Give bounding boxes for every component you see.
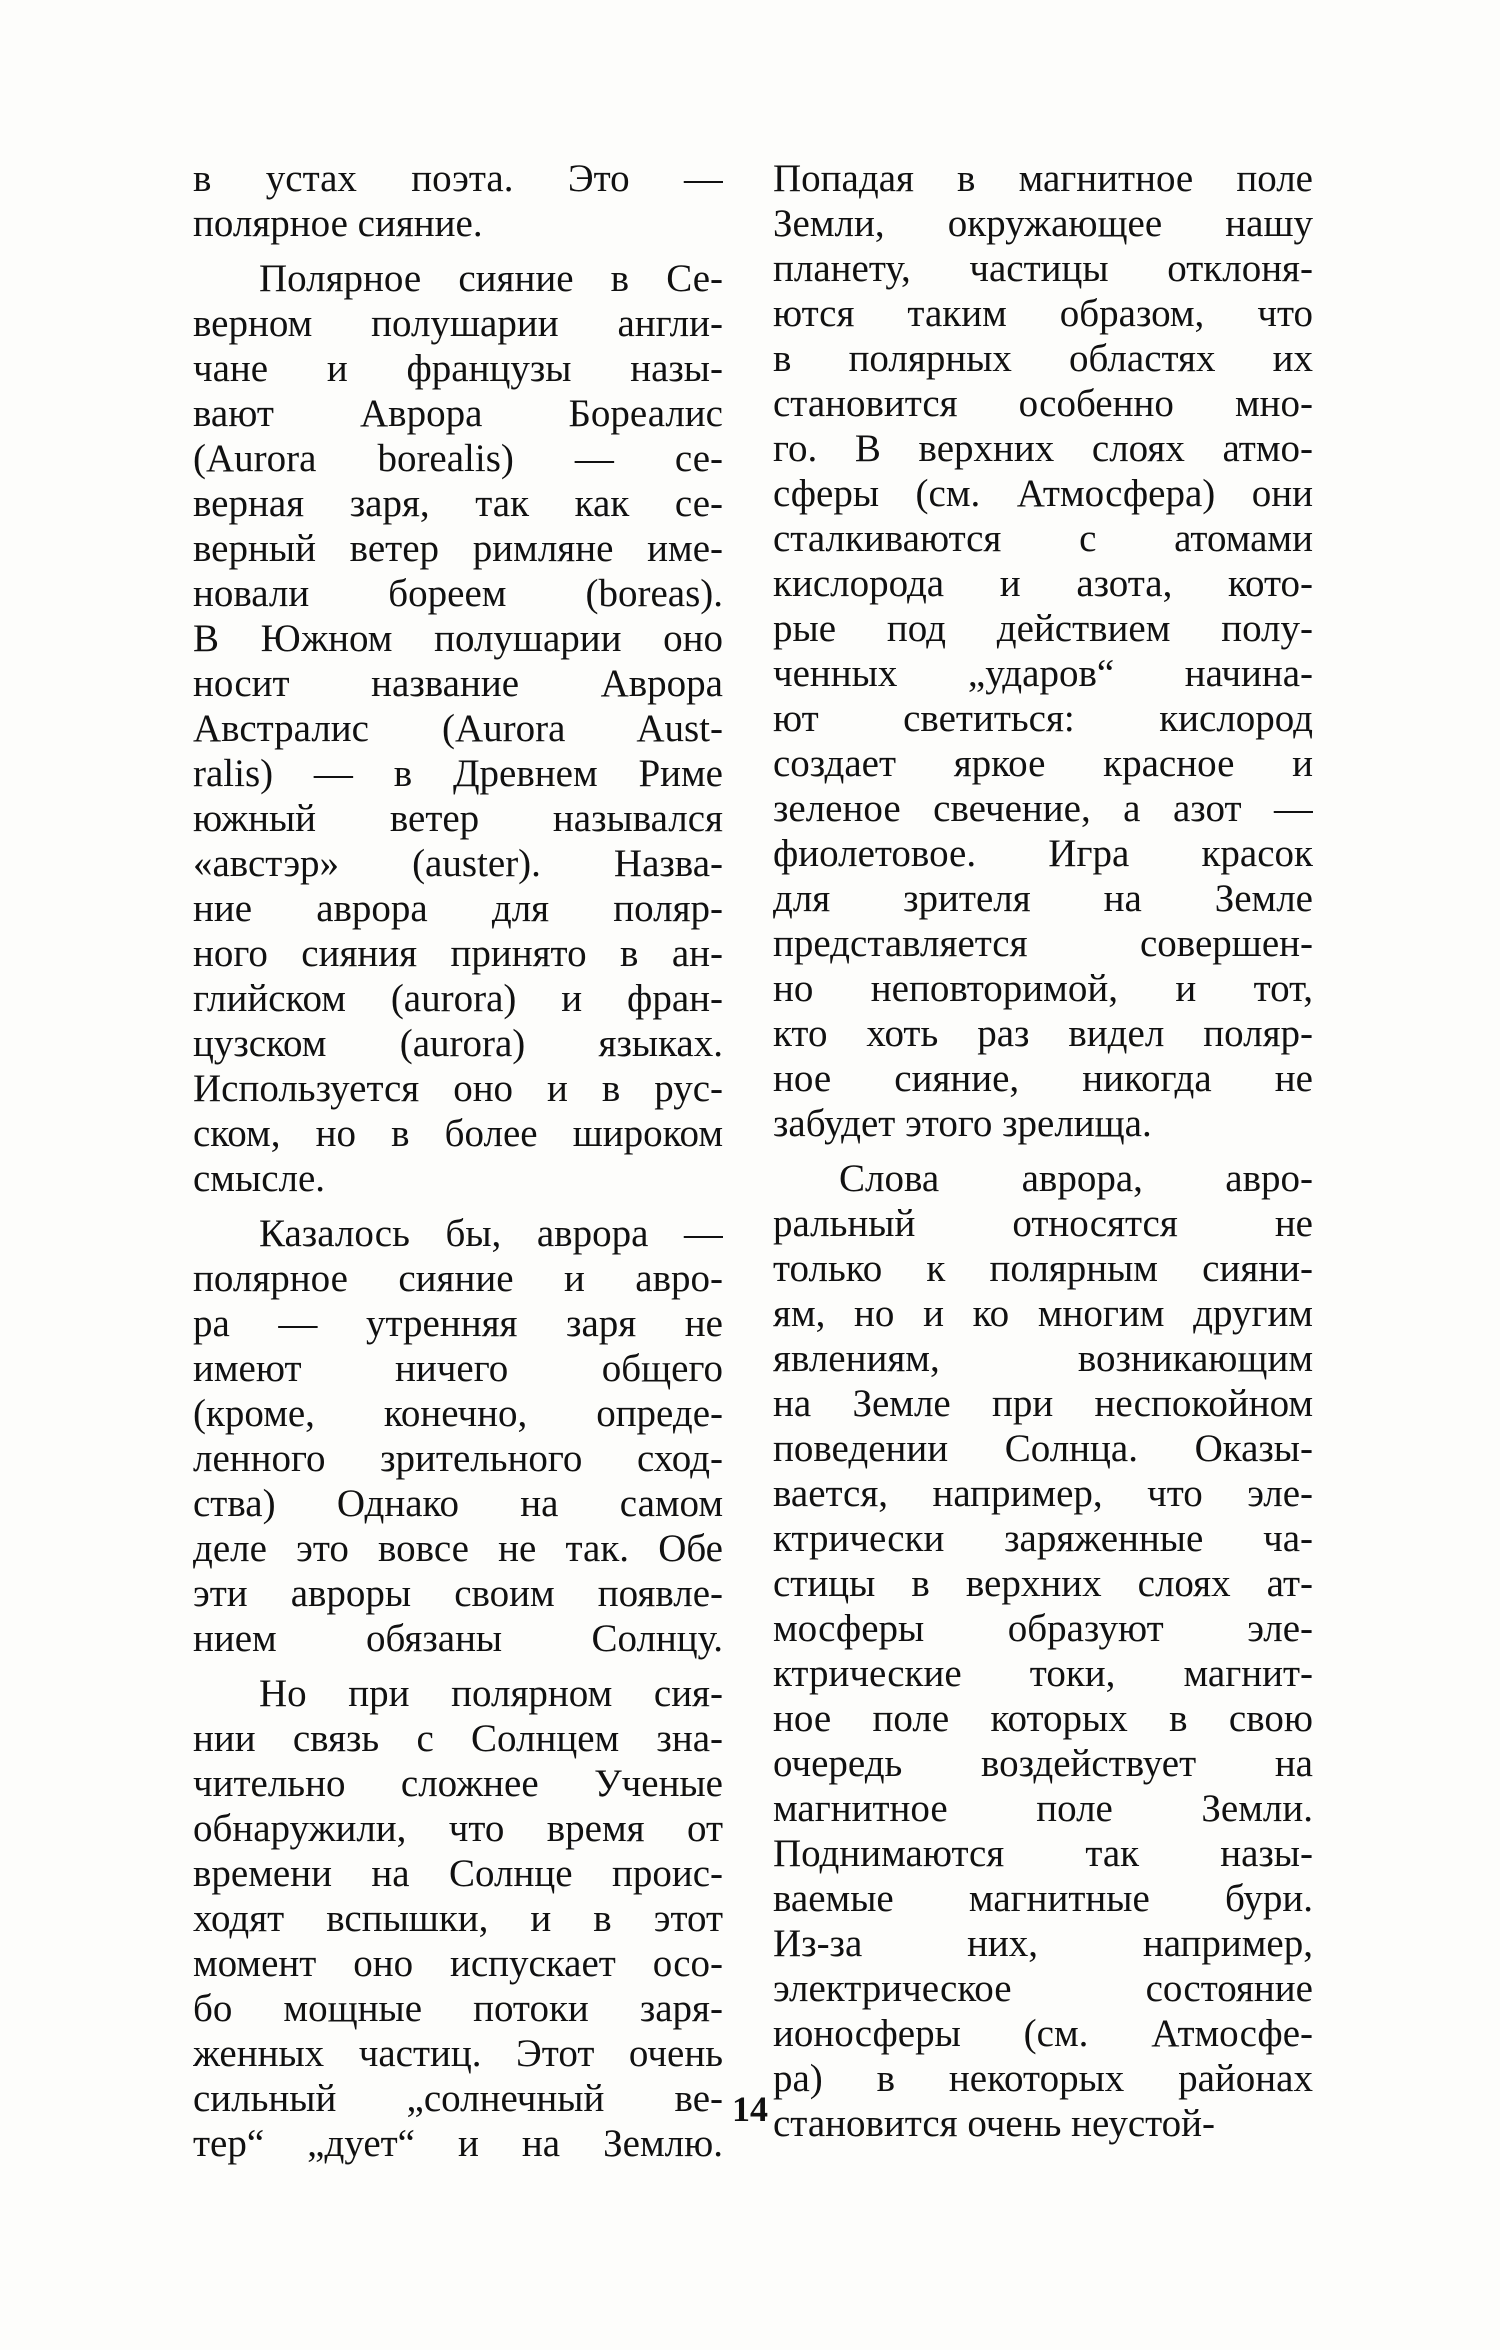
text-line: создает яркое красное и bbox=[773, 742, 1313, 785]
text-line: явлениям, возникающим bbox=[773, 1337, 1313, 1380]
text-line: ние аврора для поляр- bbox=[193, 887, 723, 930]
text-line: Полярное сияние в Се- bbox=[259, 257, 723, 300]
text-line: Австралис (Aurora Aust- bbox=[193, 707, 723, 750]
text-line: го. В верхних слоях атмо- bbox=[773, 427, 1313, 470]
text-line: забудет этого зрелища. bbox=[773, 1102, 1152, 1145]
text-line: стицы в верхних слоях ат- bbox=[773, 1562, 1313, 1605]
text-line: полярное сияние и авро- bbox=[193, 1257, 723, 1300]
text-line: ства) Однако на самом bbox=[193, 1482, 723, 1525]
text-line: чительно сложнее Ученые bbox=[193, 1762, 723, 1805]
text-line: (Aurora borealis) — се- bbox=[193, 437, 723, 480]
text-line: смысле. bbox=[193, 1157, 326, 1200]
text-line: нии связь с Солнцем зна- bbox=[193, 1717, 723, 1760]
text-line: (кроме, конечно, опреде- bbox=[193, 1392, 723, 1435]
text-line: верный ветер римляне име- bbox=[193, 527, 723, 570]
text-line: мосферы образуют эле- bbox=[773, 1607, 1313, 1650]
text-line: планету, частицы отклоня- bbox=[773, 247, 1313, 290]
paragraph bbox=[773, 1156, 1313, 2146]
text-line: представляется совершен- bbox=[773, 922, 1313, 965]
text-line: Слова аврора, авро- bbox=[839, 1157, 1313, 1200]
text-line: Земли, окружающее нашу bbox=[773, 202, 1313, 245]
text-line: в полярных областях их bbox=[773, 337, 1313, 380]
text-line: ное сияние, никогда не bbox=[773, 1057, 1313, 1100]
text-line: сталкиваются с атомами bbox=[773, 517, 1313, 560]
text-line: ленного зрительного сход- bbox=[193, 1437, 723, 1480]
text-line: ктрически заряженные ча- bbox=[773, 1517, 1313, 1560]
text-line: рые под действием полу- bbox=[773, 607, 1313, 650]
text-line: обнаружили, что время от bbox=[193, 1807, 723, 1850]
text-line: ralis) — в Древнем Риме bbox=[193, 752, 723, 795]
paragraph bbox=[193, 1211, 723, 1661]
text-line: нием обязаны Солнцу. bbox=[193, 1617, 723, 1660]
text-line: верная заря, так как се- bbox=[193, 482, 723, 525]
text-line: фиолетовое. Игра красок bbox=[773, 832, 1313, 875]
text-line: ральный относятся не bbox=[773, 1202, 1313, 1245]
text-line: ра) в некоторых районах bbox=[773, 2057, 1313, 2100]
text-line: носит название Аврора bbox=[193, 662, 723, 705]
text-line: ра — утренняя заря не bbox=[193, 1302, 723, 1345]
text-line: бо мощные потоки заря- bbox=[193, 1987, 723, 2030]
text-line: тер“ „дует“ и на Землю. bbox=[193, 2122, 723, 2165]
paragraph bbox=[773, 156, 1313, 1146]
text-line: женных частиц. Этот очень bbox=[193, 2032, 723, 2075]
text-line: ходят вспышки, и в этот bbox=[193, 1897, 723, 1940]
text-line: В Южном полушарии оно bbox=[193, 617, 723, 660]
text-line: ваемые магнитные бури. bbox=[773, 1877, 1313, 1920]
text-line: Из-за них, например, bbox=[773, 1922, 1313, 1965]
text-line: вается, например, что эле- bbox=[773, 1472, 1313, 1515]
text-line: ктрические токи, магнит- bbox=[773, 1652, 1313, 1695]
text-line: магнитное поле Земли. bbox=[773, 1787, 1313, 1830]
text-line: ионосферы (см. Атмосфе- bbox=[773, 2012, 1313, 2055]
text-line: новали бореем (boreas). bbox=[193, 572, 723, 615]
text-line: чане и французы назы- bbox=[193, 347, 723, 390]
left-text-column bbox=[193, 156, 723, 2176]
text-line: имеют ничего общего bbox=[193, 1347, 723, 1390]
text-line: для зрителя на Земле bbox=[773, 877, 1313, 920]
text-line: Попадая в магнитное поле bbox=[773, 157, 1313, 200]
text-line: времени на Солнце проис- bbox=[193, 1852, 723, 1895]
text-line: ют светиться: кислород bbox=[773, 697, 1313, 740]
text-line: Казалось бы, аврора — bbox=[259, 1212, 723, 1255]
text-line: кто хоть раз видел поляр- bbox=[773, 1012, 1313, 1055]
text-line: полярное сияние. bbox=[193, 202, 483, 245]
paragraph bbox=[193, 1671, 723, 2166]
text-line: ченных „ударов“ начина- bbox=[773, 652, 1313, 695]
page-number: 14 bbox=[732, 2089, 768, 2129]
text-line: становится очень неустой- bbox=[773, 2102, 1216, 2145]
text-line: цузском (aurora) языках. bbox=[193, 1022, 723, 1065]
text-line: верном полушарии англи- bbox=[193, 302, 723, 345]
text-line: кислорода и азота, кото- bbox=[773, 562, 1313, 605]
text-line: «австэр» (auster). Назва- bbox=[193, 842, 723, 885]
text-line: очередь воздействует на bbox=[773, 1742, 1313, 1785]
text-line: Но при полярном сия- bbox=[259, 1672, 723, 1715]
text-line: южный ветер назывался bbox=[193, 797, 723, 840]
text-line: на Земле при неспокойном bbox=[773, 1382, 1313, 1425]
text-line: глийском (aurora) и фран- bbox=[193, 977, 723, 1020]
text-line: только к полярным сияни- bbox=[773, 1247, 1313, 1290]
text-line: ям, но и ко многим другим bbox=[773, 1292, 1313, 1335]
text-line: сильный „солнечный ве- bbox=[193, 2077, 723, 2120]
text-line: ском, но в более широком bbox=[193, 1112, 723, 1155]
text-line: сферы (см. Атмосфера) они bbox=[773, 472, 1313, 515]
text-line: в устах поэта. Это — bbox=[193, 157, 723, 200]
text-line: Используется оно и в рус- bbox=[193, 1067, 723, 1110]
paragraph bbox=[193, 156, 723, 246]
text-line: эти авроры своим появле- bbox=[193, 1572, 723, 1615]
text-line: Поднимаются так назы- bbox=[773, 1832, 1313, 1875]
right-text-column bbox=[773, 156, 1313, 2156]
text-line: ного сияния принято в ан- bbox=[193, 932, 723, 975]
text-line: ное поле которых в свою bbox=[773, 1697, 1313, 1740]
text-line: вают Аврора Бореалис bbox=[193, 392, 723, 435]
text-line: ются таким образом, что bbox=[773, 292, 1313, 335]
text-line: зеленое свечение, а азот — bbox=[773, 787, 1313, 830]
paragraph bbox=[193, 256, 723, 1201]
text-line: деле это вовсе не так. Обе bbox=[193, 1527, 723, 1570]
text-line: момент оно испускает осо- bbox=[193, 1942, 723, 1985]
text-line: электрическое состояние bbox=[773, 1967, 1313, 2010]
text-line: поведении Солнца. Оказы- bbox=[773, 1427, 1313, 1470]
text-line: но неповторимой, и тот, bbox=[773, 967, 1313, 1010]
text-line: становится особенно мно- bbox=[773, 382, 1313, 425]
